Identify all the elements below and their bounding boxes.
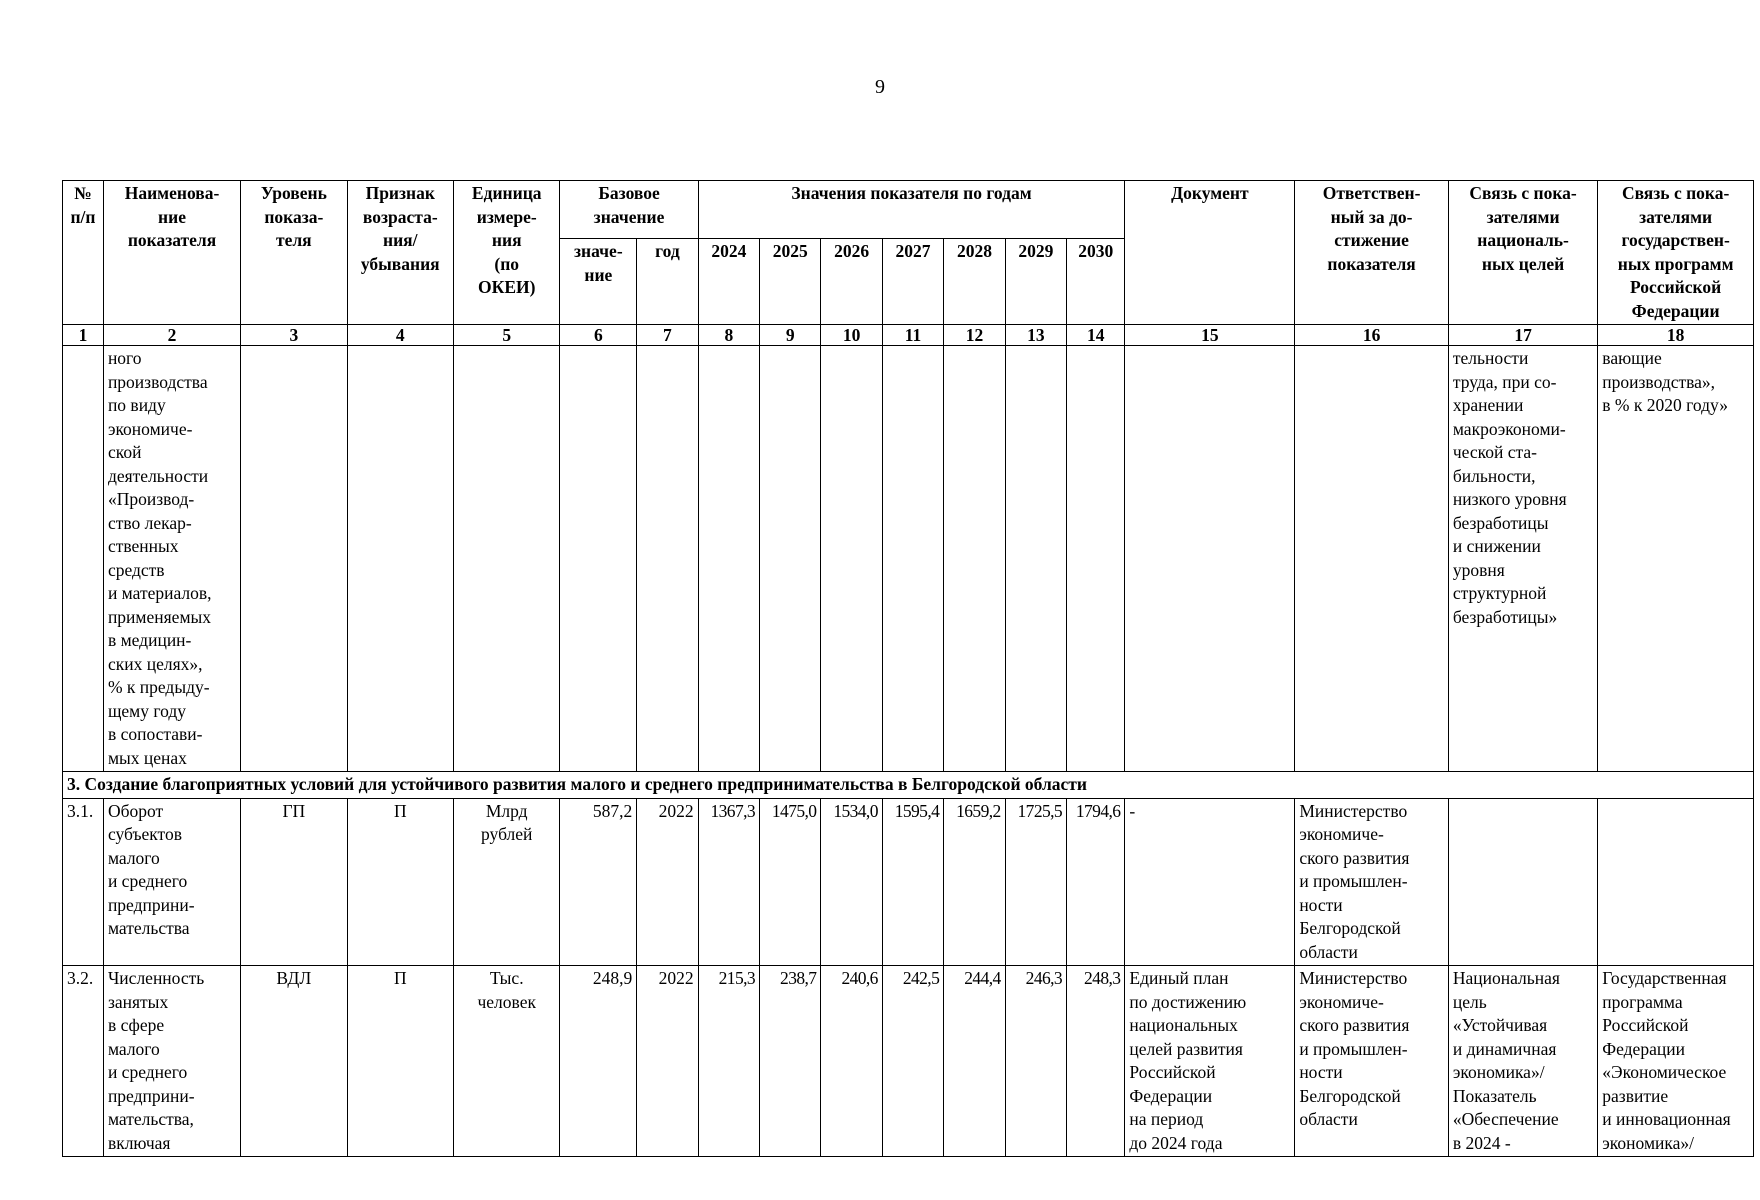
column-number: 10 <box>821 325 882 346</box>
cell-unit: Тыс. человек <box>454 966 560 1157</box>
column-number: 2 <box>103 325 240 346</box>
column-number: 4 <box>347 325 453 346</box>
column-number: 3 <box>241 325 347 346</box>
cell-document: Единый план по достижению национальных целей развития Российской Федерации на период до 2024 года <box>1125 966 1295 1157</box>
cell-year-value: 238,7 <box>760 966 821 1157</box>
cell-base-value: 248,9 <box>560 966 637 1157</box>
cell-level <box>241 346 347 772</box>
cell-year-value: 1475,0 <box>760 798 821 966</box>
cell-name: Оборот субъектов малого и среднего предприни- мательства <box>103 798 240 966</box>
section-title: 3. Создание благоприятных условий для устойчивого развития малого и среднего предпринимательства в Белгородской области <box>63 772 1754 799</box>
cell-year-value <box>760 346 821 772</box>
header-base-year: год <box>637 239 698 325</box>
header-years-group: Значения показателя по годам <box>698 181 1125 239</box>
cell-national-goals: Национальная цель «Устойчивая и динамичная экономика»/ Показатель «Обеспечение в 2024 - <box>1448 966 1597 1157</box>
header-state-programs: Связь с пока- зателями государствен- ных программ Российской Федерации <box>1598 181 1754 325</box>
cell-level: ГП <box>241 798 347 966</box>
header-year: 2029 <box>1005 239 1066 325</box>
cell-responsible <box>1295 346 1449 772</box>
cell-year-value: 215,3 <box>698 966 759 1157</box>
cell-year-value: 1534,0 <box>821 798 882 966</box>
column-number: 13 <box>1005 325 1066 346</box>
cell-state-programs: Государственная программа Российской Федерации «Экономическое развитие и инновационная экономика»/ <box>1598 966 1754 1157</box>
header-base: Базовое значение <box>560 181 698 239</box>
header-level: Уровень показа- теля <box>241 181 347 325</box>
header-year: 2026 <box>821 239 882 325</box>
column-number: 8 <box>698 325 759 346</box>
cell-year-value: 1659,2 <box>944 798 1005 966</box>
cell-sign <box>347 346 453 772</box>
header-unit: Единица измере- ния (по ОКЕИ) <box>454 181 560 325</box>
header-sign: Признак возраста- ния/ убывания <box>347 181 453 325</box>
header-year: 2025 <box>760 239 821 325</box>
cell-year-value <box>1005 346 1066 772</box>
cell-unit: Млрд рублей <box>454 798 560 966</box>
cell-base-year: 2022 <box>637 966 698 1157</box>
cell-year-value: 1725,5 <box>1005 798 1066 966</box>
cell-responsible: Министерство экономиче- ского развития и промышлен- ности Белгородской области <box>1295 798 1449 966</box>
cell-state-programs: вающие производства», в % к 2020 году» <box>1598 346 1754 772</box>
cell-year-value: 248,3 <box>1067 966 1125 1157</box>
cell-year-value: 244,4 <box>944 966 1005 1157</box>
header-year: 2027 <box>882 239 943 325</box>
header-year: 2030 <box>1067 239 1125 325</box>
cell-year-value <box>698 346 759 772</box>
header-responsible: Ответствен- ный за до- стижение показателя <box>1295 181 1449 325</box>
cell-year-value: 246,3 <box>1005 966 1066 1157</box>
cell-base-value <box>560 346 637 772</box>
header-name: Наименова- ние показателя <box>103 181 240 325</box>
column-number: 16 <box>1295 325 1449 346</box>
cell-year-value <box>821 346 882 772</box>
column-numbers-row <box>63 325 1754 346</box>
header-year: 2024 <box>698 239 759 325</box>
cell-year-value: 1367,3 <box>698 798 759 966</box>
cell-year-value: 1595,4 <box>882 798 943 966</box>
header-row-1 <box>63 181 1754 239</box>
column-number: 14 <box>1067 325 1125 346</box>
header-base-value: значе- ние <box>560 239 637 325</box>
page-number: 9 <box>875 76 885 98</box>
cell-sign: П <box>347 798 453 966</box>
column-number: 17 <box>1448 325 1597 346</box>
table-row <box>63 798 1754 966</box>
cell-year-value <box>882 346 943 772</box>
cell-year-value <box>1067 346 1125 772</box>
table-row <box>63 966 1754 1157</box>
column-number: 5 <box>454 325 560 346</box>
cell-unit <box>454 346 560 772</box>
cell-responsible: Министерство экономиче- ского развития и промышлен- ности Белгородской области <box>1295 966 1449 1157</box>
section-row <box>63 772 1754 799</box>
column-number: 15 <box>1125 325 1295 346</box>
cell-base-value: 587,2 <box>560 798 637 966</box>
continuation-row <box>63 346 1754 772</box>
cell-base-year: 2022 <box>637 798 698 966</box>
cell-base-year <box>637 346 698 772</box>
cell-num: 3.1. <box>63 798 104 966</box>
cell-national-goals: тельности труда, при со- хранении макроэкономи- ческой ста- бильности, низкого уровня безработицы и снижении уровня структурной безработицы» <box>1448 346 1597 772</box>
cell-year-value: 240,6 <box>821 966 882 1157</box>
cell-document: - <box>1125 798 1295 966</box>
cell-name: ного производства по виду экономиче- ской деятельности «Производ- ство лекар- ственных средств и материалов, применяемых в медицин- ских целях», % к предыду- щему году в сопостави- мых ценах <box>103 346 240 772</box>
cell-year-value: 242,5 <box>882 966 943 1157</box>
column-number: 9 <box>760 325 821 346</box>
cell-num <box>63 346 104 772</box>
indicators-table <box>62 180 1754 1157</box>
column-number: 18 <box>1598 325 1754 346</box>
cell-national-goals <box>1448 798 1597 966</box>
header-national-goals: Связь с пока- зателями националь- ных целей <box>1448 181 1597 325</box>
cell-document <box>1125 346 1295 772</box>
column-number: 1 <box>63 325 104 346</box>
cell-sign: П <box>347 966 453 1157</box>
cell-level: ВДЛ <box>241 966 347 1157</box>
column-number: 12 <box>944 325 1005 346</box>
cell-year-value <box>944 346 1005 772</box>
cell-year-value: 1794,6 <box>1067 798 1125 966</box>
column-number: 6 <box>560 325 637 346</box>
column-number: 7 <box>637 325 698 346</box>
cell-state-programs <box>1598 798 1754 966</box>
column-number: 11 <box>882 325 943 346</box>
header-year: 2028 <box>944 239 1005 325</box>
header-num: № п/п <box>63 181 104 325</box>
cell-name: Численность занятых в сфере малого и среднего предприни- мательства, включая <box>103 966 240 1157</box>
cell-num: 3.2. <box>63 966 104 1157</box>
header-document: Документ <box>1125 181 1295 325</box>
